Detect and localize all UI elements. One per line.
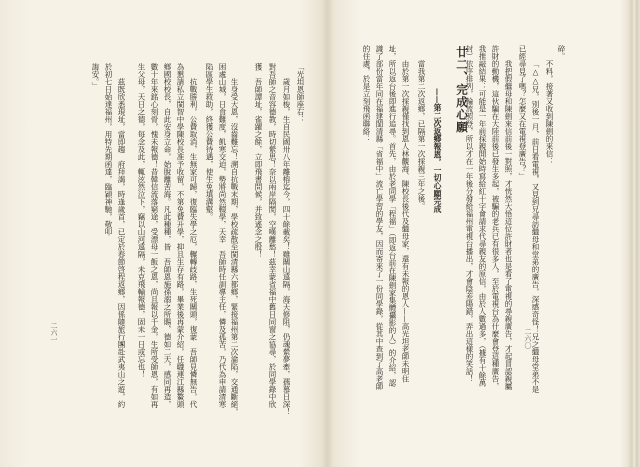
text-column: 由於第一次採親僅找到恩人林觀海、陳校長後代及繼母家，還有未報的恩人——高光坦老師未明住 — [401, 60, 410, 383]
text-column: 當我第二次返鄉，已隔第一次採親三年之後。 — [417, 60, 426, 210]
text-column: 生父母，天日之德，每念及此，輒泫然泣下，竊以山河遠隔，未克飛輸報德，固未一日或忘也！ — [137, 63, 146, 378]
text-column: 已經尋見了嗎？怎麼又在電視登廣告？」 — [518, 45, 527, 180]
text-column: 碎。 — [557, 45, 566, 60]
text-column: 誨安。」 — [91, 63, 100, 90]
text-column: 不料，接著又收到陳劍的來信： — [545, 60, 554, 165]
chapter-title: 廿二、完成心願 — [455, 46, 469, 134]
text-column: 封）依序排列，輪流照登，所以才在一年後分發給福州電視台播出，才會陰差陽錯，弄出這樣的笑話！ — [465, 45, 474, 383]
text-column: 「光坦恩師座右： — [296, 63, 305, 123]
text-column: 的住處，於是立刻飛函聯絡： — [362, 45, 371, 143]
text-column: 我推敲結果：可能是一年前採親開始時寫給紅十字會請求代尋親友的原信，由於人數過多，（據有十餘萬 — [478, 45, 487, 387]
text-column: 鄉國校校長，自此安身立命，始脫離苦海。凡此種種，皆 吾師恩施孫溺之所賜，德如二天，感同再造， — [163, 63, 172, 408]
text-column: 獲 吾師譚址，雀躍之餘，立即飛書問候，并致遙念之殷！ — [254, 63, 263, 258]
chapter-subtitle: ——第二次返鄉報恩，一切心願完成 — [433, 88, 442, 213]
text-column: 我把假繼母和陳劍來信前後一對照，才恍然大悟這位許財者也是看了電視的尋親廣告，才起冒認親屬 — [504, 60, 513, 390]
text-column: 困處山城，日食難度，飢寒交迫，勢將尚然輟學，天幸 吾師時任訓導主任，憐及孤苦，乃代為申請清寒 — [218, 63, 227, 408]
text-column: 生身受大恩，沒齒難忘！溯自抗戰末期，學校疏散至閩清縣六都鄉，緊接福州第二次淪陷，交通斷絕， — [230, 78, 239, 416]
text-column: 對吾師之音容德教，時切縈思！奈以兩岸隔閡，空嘆離愁！茲幸蒙省福中舊日同窗之協尋，於同學錄中欣 — [268, 63, 277, 408]
text-column: 識了部份當年同在福建閩清縣「省福中」流亡學習的學友，因而寄來了一份同學錄，從其中查到了高老師 — [375, 45, 384, 390]
text-column: 址，所以返台後即進行追尋。首先，由於老同學「程福」（即返台前在陳劍家集體攝影的人）的介紹，認 — [388, 45, 397, 387]
text-column: 於初七日始達福州，用特先期函達，臨穎神馳，敬叩 — [104, 63, 113, 236]
text-column: 抗戰勝利，公費取消，生無家可歸，復臨失學之厄，輾轉歧路，生死關頭，復蒙 吾師見憐無告，代 — [189, 78, 198, 408]
text-column: 茲既欣悉現址，當即趨 府拜謁，時逢歲首，已定於春節啓程返鄉，因係隨旅行團赴武夷山之遊，約 — [117, 78, 126, 408]
page-number-left: 二六一 — [50, 322, 58, 343]
text-column: 歲月如梭，生自民國卅八年離榕迄今，四十餘載矣！雖關山遠隔，海天修阻，仍魂縈夢牽，孺慕日深！ — [282, 78, 291, 416]
text-column: 「△△兄，別後一月，前日看電視，又見到兄尋訪繼母和堂弟的廣告，深感奇怪！兄之繼母堂弟不是 — [531, 60, 540, 393]
page-number-right: 二六〇 — [524, 328, 532, 349]
text-column: 數十年來銘心刻骨，愧未報德！昔韓信流落窮途，受漂母一飯之恩，尚且報以千金，生所受師恩，有如再 — [150, 63, 159, 408]
text-column: 為懇請私立閩智中學陳校長准予收留，不第免費升學，抑且生存有路，畢業後再蒙介紹，任職連江縣鰲頭 — [176, 63, 185, 408]
text-column: 許財的動機，這伙騙在大陸前後已發生多起，被騙的老兵已有很多人，至於電視台為什麼會登這種廣告， — [491, 45, 500, 390]
text-column: 陷區學生救助，終獲公費待遇，使生免填溝壑。 — [205, 63, 214, 221]
